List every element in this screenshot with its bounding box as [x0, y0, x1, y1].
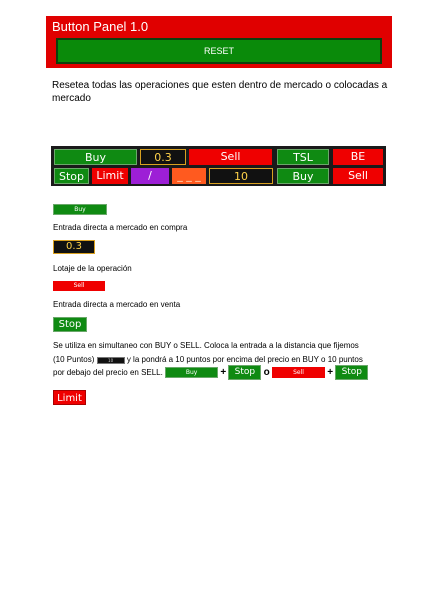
button-panel-header	[46, 16, 392, 68]
buy-button-secondary[interactable]: Buy	[277, 168, 329, 184]
trading-button-bar	[51, 146, 386, 186]
stop-explanation-line3: por debajo del precio en SELL.	[53, 368, 163, 377]
reset-button[interactable]: RESET	[56, 38, 382, 64]
sell-button[interactable]: Sell	[189, 149, 272, 165]
legend-sell-description: Entrada directa a mercado en venta	[53, 300, 181, 309]
dashes-field[interactable]: _ _ _	[172, 168, 206, 184]
plus-sign-2: +	[327, 367, 334, 378]
legend-limit-button: Limit	[53, 390, 86, 405]
legend-buy-button: Buy	[53, 204, 107, 215]
stop-button[interactable]: Stop	[54, 168, 89, 184]
limit-button[interactable]: Limit	[92, 168, 128, 184]
stop-explanation	[53, 339, 398, 367]
reset-description-line2: mercado	[52, 93, 91, 104]
example-buy-button: Buy	[165, 367, 218, 378]
stop-example-line	[53, 365, 368, 381]
legend-sell-button: Sell	[53, 281, 105, 291]
lot-size-field[interactable]: 0.3	[140, 149, 186, 165]
sell-button-secondary[interactable]: Sell	[333, 168, 383, 184]
tsl-button[interactable]: TSL	[277, 149, 329, 165]
buy-button[interactable]: Buy	[54, 149, 137, 165]
example-stop-button-2: Stop	[335, 365, 368, 380]
slash-button[interactable]: /	[131, 168, 169, 184]
legend-buy-description: Entrada directa a mercado en compra	[53, 223, 188, 232]
or-text: o	[263, 367, 270, 378]
points-field[interactable]: 10	[209, 168, 273, 184]
be-button[interactable]: BE	[333, 149, 383, 165]
reset-description-line1: Resetea todas las operaciones que esten dentro de mercado o colocadas a	[52, 80, 388, 91]
example-stop-button: Stop	[228, 365, 261, 380]
legend-lot-description: Lotaje de la operación	[53, 264, 132, 273]
example-sell-button: Sell	[272, 367, 325, 378]
legend-stop-button: Stop	[53, 317, 87, 332]
inline-points-field: 10	[97, 357, 125, 364]
stop-explanation-line2: (10 Puntos) 10 y la pondrá a 10 puntos por encima del precio en BUY o 10 puntos	[53, 355, 363, 364]
stop-explanation-line1: Se utiliza en simultaneo con BUY o SELL. Coloca la entrada a la distancia que fijemos	[53, 341, 359, 350]
plus-sign: +	[220, 367, 227, 378]
panel-title: Button Panel 1.0	[52, 19, 149, 34]
legend-lot-field: 0.3	[53, 240, 95, 254]
